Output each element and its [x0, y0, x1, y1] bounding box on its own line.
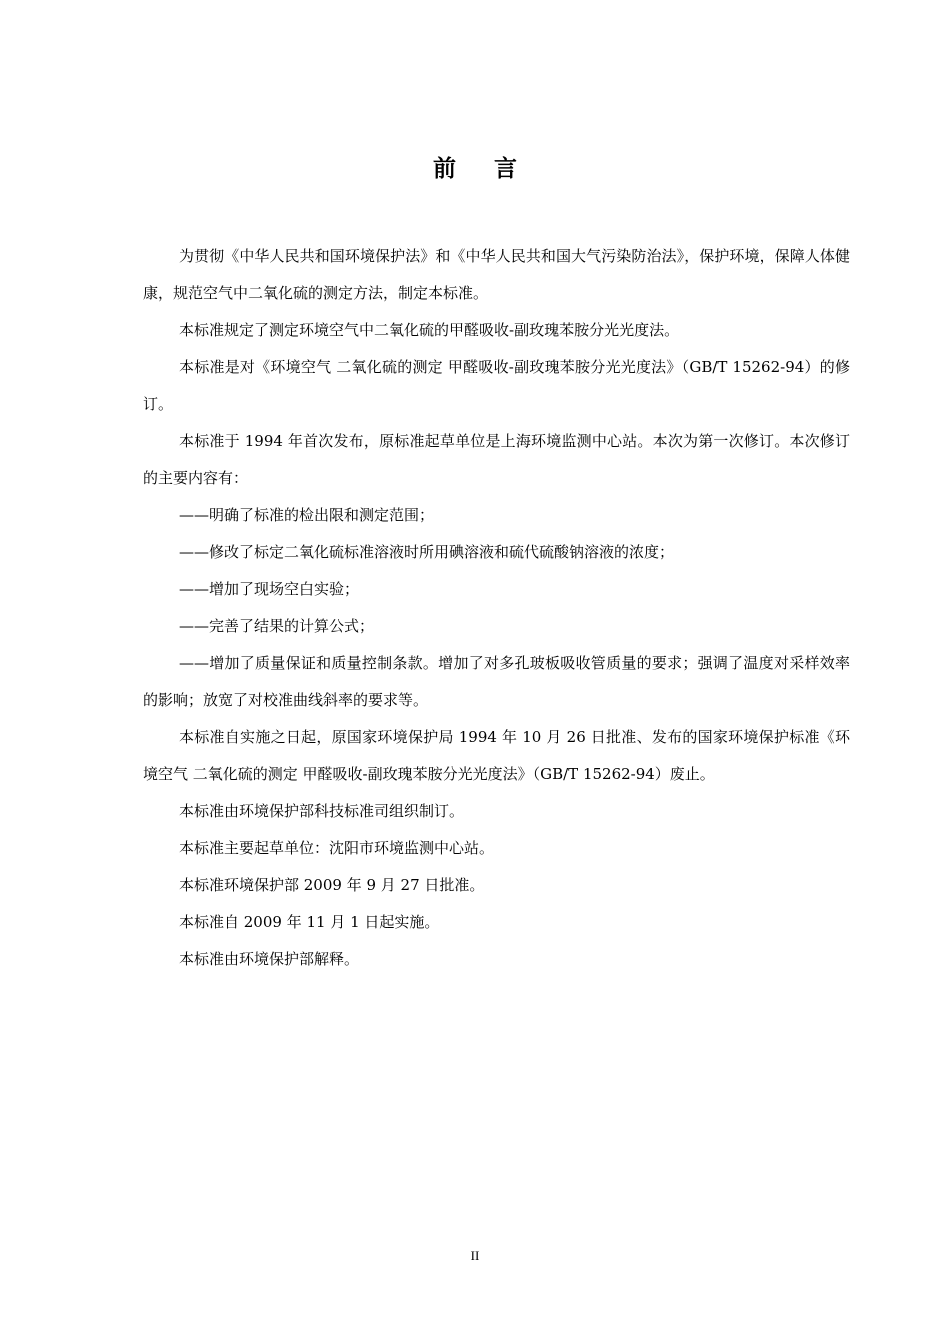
foreword-body — [143, 238, 850, 978]
paragraph-effective-date: 本标准自 2009 年 11 月 1 日起实施。 — [179, 913, 440, 931]
page-title: 前言 — [433, 156, 555, 182]
paragraph-approval-date: 本标准环境保护部 2009 年 9 月 27 日批准。 — [179, 876, 485, 894]
paragraph-abolish: 本标准自实施之日起，原国家环境保护局 1994 年 10 月 26 日批准、发布的国家环境保护标准《环境空气 二氧化硫的测定 甲醛吸收-副玫瑰苯胺分光光度法》（GB/T 15262-94）废止。 — [143, 728, 850, 783]
change-item-formula: ——完善了结果的计算公式； — [179, 617, 375, 635]
paragraph-drafter: 本标准主要起草单位：沈阳市环境监测中心站。 — [179, 839, 495, 857]
change-item-solution-concentration: ——修改了标定二氧化硫标准溶液时所用碘溶液和硫代硫酸钠溶液的浓度； — [179, 543, 675, 561]
paragraph-interpretation: 本标准由环境保护部解释。 — [179, 950, 360, 968]
change-item-field-blank: ——增加了现场空白实验； — [179, 580, 360, 598]
paragraph-purpose: 为贯彻《中华人民共和国环境保护法》和《中华人民共和国大气污染防治法》，保护环境，保障人体健康，规范空气中二氧化硫的测定方法，制定本标准。 — [143, 247, 850, 302]
change-item-quality-control: ——增加了质量保证和质量控制条款。增加了对多孔玻板吸收管质量的要求；强调了温度对采样效率的影响；放宽了对校准曲线斜率的要求等。 — [143, 654, 850, 709]
paragraph-history: 本标准于 1994 年首次发布，原标准起草单位是上海环境监测中心站。本次为第一次修订。本次修订的主要内容有： — [143, 432, 850, 487]
paragraph-scope: 本标准规定了测定环境空气中二氧化硫的甲醛吸收-副玫瑰苯胺分光光度法。 — [179, 321, 680, 339]
paragraph-revision: 本标准是对《环境空气 二氧化硫的测定 甲醛吸收-副玫瑰苯胺分光光度法》（GB/T 15262-94）的修订。 — [143, 358, 850, 413]
change-item-detection-limit: ——明确了标准的检出限和测定范围； — [179, 506, 435, 524]
page-number: II — [470, 1248, 480, 1263]
paragraph-organizer: 本标准由环境保护部科技标准司组织制订。 — [179, 802, 465, 820]
